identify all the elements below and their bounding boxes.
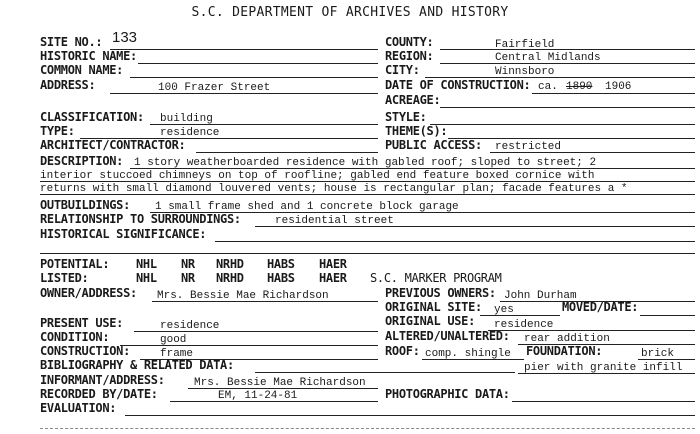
site-no-label: SITE NO.: (40, 35, 103, 49)
public-access-label: PUBLIC ACCESS: (385, 138, 482, 152)
classification-value: building (160, 113, 213, 125)
condition-label: CONDITION: (40, 330, 110, 344)
original-use-line (488, 330, 695, 331)
listed-nr: NR (181, 271, 195, 285)
region-label: REGION: (385, 49, 434, 63)
theme-line (448, 138, 695, 139)
recorded-value: EM, 11-24-81 (218, 390, 298, 402)
site-no-line (110, 49, 378, 50)
foundation-value-2: pier with granite infill (524, 362, 683, 374)
present-use-value: residence (160, 320, 220, 332)
theme-label: THEME(S): (385, 124, 448, 138)
listed-nhl: NHL (136, 271, 157, 285)
owner-value: Mrs. Bessie Mae Richardson (157, 290, 329, 302)
present-use-line (134, 331, 378, 332)
acreage-label: ACREAGE: (385, 93, 441, 107)
altered-label: ALTERED/UNALTERED: (385, 329, 510, 343)
original-site-label: ORIGINAL SITE: (385, 300, 482, 314)
date-value: 1906 (605, 81, 632, 93)
region-line (440, 63, 695, 64)
relationship-value: residential street (275, 215, 394, 227)
evaluation-label: EVALUATION: (40, 401, 117, 415)
section-divider (40, 253, 695, 254)
city-label: CITY: (385, 63, 420, 77)
date-struck-value: 1890 (566, 81, 593, 93)
common-name-label: COMMON NAME: (40, 63, 124, 77)
listed-label: LISTED: (40, 271, 89, 285)
acreage-line (440, 107, 695, 108)
potential-habs: HABS (267, 257, 295, 271)
original-use-value: residence (494, 319, 554, 331)
address-value: 100 Frazer Street (158, 82, 271, 94)
condition-value: good (160, 334, 187, 346)
significance-label: HISTORICAL SIGNIFICANCE: (40, 227, 207, 241)
description-rule-3 (40, 194, 695, 195)
owner-line (152, 301, 378, 302)
style-label: STYLE: (385, 110, 427, 124)
date-of-construction-label: DATE OF CONSTRUCTION: (385, 78, 531, 92)
foundation-line (638, 359, 695, 360)
address-line (110, 93, 378, 94)
outbuildings-label: OUTBUILDINGS: (40, 198, 131, 212)
foundation-value-1: brick (641, 348, 675, 360)
public-access-value: restricted (495, 141, 562, 153)
marker-program-label: S.C. MARKER PROGRAM (370, 271, 502, 285)
type-value: residence (160, 127, 220, 139)
previous-owners-label: PREVIOUS OWNERS: (385, 286, 496, 300)
relationship-line (255, 226, 695, 227)
original-site-value: yes (494, 304, 514, 316)
informant-label: INFORMANT/ADDRESS: (40, 373, 165, 387)
photographic-data-label: PHOTOGRAPHIC DATA: (385, 387, 510, 401)
evaluation-line (125, 415, 695, 416)
description-line-3: returns with small diamond louvered vents; house is rectangular plan; facade features a * (40, 183, 628, 195)
moved-date-line (640, 315, 695, 316)
county-label: COUNTY: (385, 35, 434, 49)
city-value: Winnsboro (495, 66, 555, 78)
significance-line (215, 241, 695, 242)
bibliography-label: BIBLIOGRAPHY & RELATED DATA: (40, 358, 234, 372)
roof-value: comp. shingle (425, 348, 511, 360)
historic-name-label: HISTORIC NAME: (40, 49, 137, 63)
description-label: DESCRIPTION: (40, 154, 124, 168)
foundation-label: FOUNDATION: (526, 344, 603, 358)
region-value: Central Midlands (495, 52, 601, 64)
recorded-line (170, 401, 378, 402)
photographic-data-line (512, 401, 695, 402)
altered-value: rear addition (524, 333, 610, 345)
form-header-title: S.C. DEPARTMENT OF ARCHIVES AND HISTORY (191, 5, 509, 20)
common-name-line (130, 77, 378, 78)
present-use-label: PRESENT USE: (40, 316, 124, 330)
county-value: Fairfield (495, 39, 555, 51)
description-line-1: 1 story weatherboarded residence with gabled roof; sloped to street; 2 (134, 157, 597, 169)
listed-nrhd: NRHD (216, 271, 244, 285)
site-no-value: 133 (112, 29, 138, 46)
date-ca: ca. (538, 81, 558, 93)
condition-line (120, 345, 378, 346)
architect-line (196, 152, 378, 153)
construction-label: CONSTRUCTION: (40, 344, 131, 358)
county-line (440, 49, 695, 50)
informant-line (188, 388, 378, 389)
evaluation-line-2 (40, 428, 695, 429)
potential-nr: NR (181, 257, 195, 271)
potential-label: POTENTIAL: (40, 257, 110, 271)
relationship-label: RELATIONSHIP TO SURROUNDINGS: (40, 212, 241, 226)
potential-haer: HAER (319, 257, 347, 271)
potential-nhl: NHL (136, 257, 157, 271)
moved-date-label: MOVED/DATE: (562, 300, 639, 314)
public-access-line (490, 152, 695, 153)
classification-line (150, 124, 378, 125)
original-use-label: ORIGINAL USE: (385, 314, 476, 328)
potential-nrhd: NRHD (216, 257, 244, 271)
address-label: ADDRESS: (40, 78, 96, 92)
architect-label: ARCHITECT/CONTRACTOR: (40, 138, 186, 152)
historic-name-line (138, 63, 378, 64)
description-rule-1 (130, 168, 695, 169)
classification-label: CLASSIFICATION: (40, 110, 144, 124)
date-line (532, 93, 695, 94)
original-site-line (480, 315, 560, 316)
bibliography-line (255, 372, 515, 373)
roof-label: ROOF: (385, 344, 420, 358)
foundation-line-2 (518, 373, 695, 374)
type-label: TYPE: (40, 124, 75, 138)
description-rule-2 (40, 181, 695, 182)
recorded-label: RECORDED BY/DATE: (40, 387, 158, 401)
style-line (430, 124, 695, 125)
listed-haer: HAER (319, 271, 347, 285)
informant-value: Mrs. Bessie Mae Richardson (194, 377, 366, 389)
outbuildings-value: 1 small frame shed and 1 concrete block garage (155, 201, 459, 213)
construction-value: frame (160, 348, 194, 360)
previous-owners-value: John Durham (504, 290, 577, 302)
listed-habs: HABS (267, 271, 295, 285)
roof-line (422, 359, 524, 360)
owner-label: OWNER/ADDRESS: (40, 286, 137, 300)
description-line-2: interior stuccoed chimneys on top of roofline; gabled end feature boxed cornice with (40, 170, 595, 182)
